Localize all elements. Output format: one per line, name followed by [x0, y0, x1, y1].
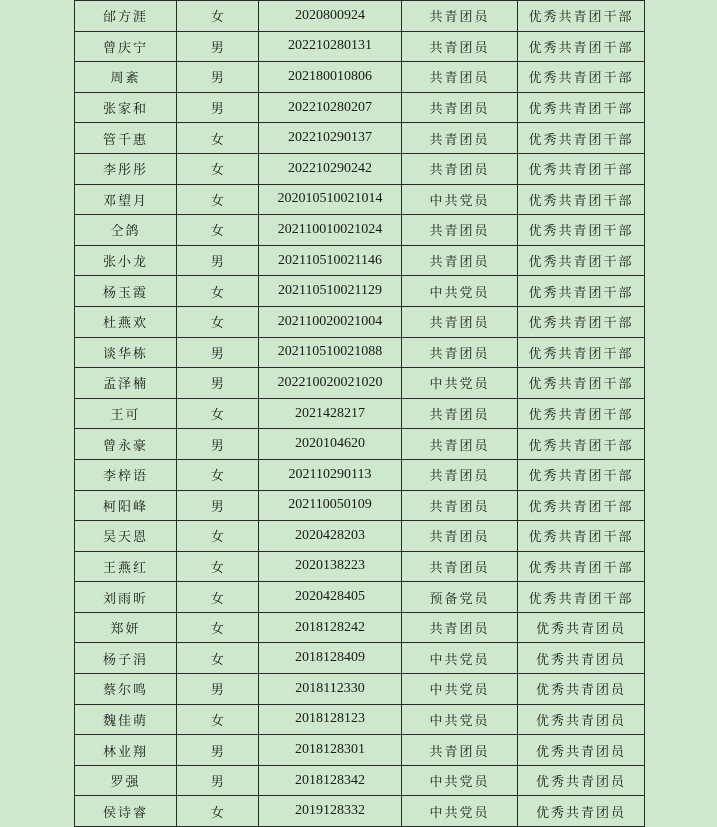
table-row — [75, 368, 645, 399]
cell-political-status: 共青团员 — [402, 337, 518, 368]
cell-gender: 男 — [177, 245, 259, 276]
cell-name: 李彤彤 — [75, 153, 177, 184]
table-row — [75, 796, 645, 827]
cell-gender: 男 — [177, 62, 259, 93]
cell-gender: 女 — [177, 1, 259, 32]
cell-student-id: 2018112330 — [259, 674, 402, 705]
cell-name: 魏佳萌 — [75, 704, 177, 735]
cell-name: 张小龙 — [75, 245, 177, 276]
cell-gender: 女 — [177, 398, 259, 429]
cell-student-id: 202110050109 — [259, 490, 402, 521]
cell-gender: 女 — [177, 582, 259, 613]
table-row — [75, 398, 645, 429]
cell-name: 管千惠 — [75, 123, 177, 154]
table-row — [75, 765, 645, 796]
cell-political-status: 中共党员 — [402, 643, 518, 674]
cell-gender: 男 — [177, 765, 259, 796]
table-row — [75, 184, 645, 215]
cell-honor-title: 优秀共青团干部 — [518, 276, 645, 307]
cell-name: 杨玉霞 — [75, 276, 177, 307]
cell-political-status: 预备党员 — [402, 582, 518, 613]
cell-name: 林业翔 — [75, 735, 177, 766]
cell-political-status: 共青团员 — [402, 92, 518, 123]
cell-student-id: 2018128123 — [259, 704, 402, 735]
cell-gender: 女 — [177, 643, 259, 674]
cell-student-id: 2020428405 — [259, 582, 402, 613]
table-row — [75, 429, 645, 460]
cell-political-status: 中共党员 — [402, 184, 518, 215]
table-row — [75, 245, 645, 276]
cell-student-id: 202210280131 — [259, 31, 402, 62]
cell-honor-title: 优秀共青团员 — [518, 765, 645, 796]
cell-name: 周紊 — [75, 62, 177, 93]
cell-gender: 男 — [177, 490, 259, 521]
cell-political-status: 共青团员 — [402, 215, 518, 246]
table-row — [75, 306, 645, 337]
table-row — [75, 582, 645, 613]
cell-name: 仝鸽 — [75, 215, 177, 246]
cell-political-status: 共青团员 — [402, 153, 518, 184]
cell-student-id: 2020800924 — [259, 1, 402, 32]
cell-student-id: 202110510021088 — [259, 337, 402, 368]
cell-gender: 男 — [177, 735, 259, 766]
cell-name: 杜燕欢 — [75, 306, 177, 337]
cell-gender: 女 — [177, 123, 259, 154]
cell-honor-title: 优秀共青团干部 — [518, 490, 645, 521]
cell-honor-title: 优秀共青团员 — [518, 643, 645, 674]
cell-student-id: 2018128242 — [259, 612, 402, 643]
cell-student-id: 202110020021004 — [259, 306, 402, 337]
cell-name: 张家和 — [75, 92, 177, 123]
cell-gender: 男 — [177, 429, 259, 460]
cell-political-status: 共青团员 — [402, 1, 518, 32]
cell-student-id: 2021428217 — [259, 398, 402, 429]
cell-honor-title: 优秀共青团员 — [518, 612, 645, 643]
cell-honor-title: 优秀共青团员 — [518, 704, 645, 735]
cell-honor-title: 优秀共青团干部 — [518, 245, 645, 276]
cell-student-id: 202210290137 — [259, 123, 402, 154]
cell-student-id: 2018128342 — [259, 765, 402, 796]
cell-political-status: 共青团员 — [402, 612, 518, 643]
cell-student-id: 202180010806 — [259, 62, 402, 93]
cell-name: 郑妍 — [75, 612, 177, 643]
cell-student-id: 2018128409 — [259, 643, 402, 674]
cell-honor-title: 优秀共青团干部 — [518, 215, 645, 246]
cell-student-id: 202110010021024 — [259, 215, 402, 246]
cell-student-id: 202210020021020 — [259, 368, 402, 399]
cell-honor-title: 优秀共青团员 — [518, 796, 645, 827]
table-row — [75, 643, 645, 674]
cell-gender: 女 — [177, 704, 259, 735]
cell-name: 曾庆宁 — [75, 31, 177, 62]
cell-political-status: 共青团员 — [402, 245, 518, 276]
cell-student-id: 202110290113 — [259, 459, 402, 490]
table-row — [75, 153, 645, 184]
cell-political-status: 共青团员 — [402, 490, 518, 521]
table-row — [75, 337, 645, 368]
cell-political-status: 中共党员 — [402, 368, 518, 399]
cell-political-status: 共青团员 — [402, 306, 518, 337]
cell-gender: 男 — [177, 92, 259, 123]
cell-honor-title: 优秀共青团干部 — [518, 153, 645, 184]
cell-gender: 男 — [177, 337, 259, 368]
cell-student-id: 2020138223 — [259, 551, 402, 582]
cell-honor-title: 优秀共青团干部 — [518, 521, 645, 552]
cell-name: 刘雨昕 — [75, 582, 177, 613]
cell-honor-title: 优秀共青团干部 — [518, 92, 645, 123]
cell-name: 罗强 — [75, 765, 177, 796]
cell-gender: 男 — [177, 368, 259, 399]
cell-political-status: 共青团员 — [402, 429, 518, 460]
table-row — [75, 704, 645, 735]
cell-name: 王可 — [75, 398, 177, 429]
cell-gender: 女 — [177, 184, 259, 215]
cell-honor-title: 优秀共青团干部 — [518, 429, 645, 460]
cell-honor-title: 优秀共青团干部 — [518, 62, 645, 93]
cell-name: 侯诗睿 — [75, 796, 177, 827]
cell-name: 曾永豪 — [75, 429, 177, 460]
cell-political-status: 共青团员 — [402, 551, 518, 582]
cell-honor-title: 优秀共青团员 — [518, 674, 645, 705]
cell-honor-title: 优秀共青团干部 — [518, 368, 645, 399]
cell-student-id: 202010510021014 — [259, 184, 402, 215]
cell-gender: 女 — [177, 551, 259, 582]
cell-political-status: 共青团员 — [402, 735, 518, 766]
cell-political-status: 共青团员 — [402, 521, 518, 552]
cell-gender: 女 — [177, 276, 259, 307]
table-row — [75, 215, 645, 246]
table-row — [75, 92, 645, 123]
cell-honor-title: 优秀共青团干部 — [518, 398, 645, 429]
cell-political-status: 中共党员 — [402, 674, 518, 705]
cell-name: 谈华栋 — [75, 337, 177, 368]
cell-honor-title: 优秀共青团干部 — [518, 551, 645, 582]
cell-name: 李梓语 — [75, 459, 177, 490]
cell-honor-title: 优秀共青团干部 — [518, 184, 645, 215]
cell-name: 王燕红 — [75, 551, 177, 582]
cell-political-status: 共青团员 — [402, 459, 518, 490]
table-row — [75, 551, 645, 582]
table-row — [75, 490, 645, 521]
cell-honor-title: 优秀共青团员 — [518, 735, 645, 766]
cell-honor-title: 优秀共青团干部 — [518, 1, 645, 32]
cell-gender: 女 — [177, 612, 259, 643]
cell-student-id: 2019128332 — [259, 796, 402, 827]
table-row — [75, 735, 645, 766]
cell-honor-title: 优秀共青团干部 — [518, 582, 645, 613]
cell-political-status: 共青团员 — [402, 62, 518, 93]
table-row — [75, 276, 645, 307]
cell-name: 蔡尔鸣 — [75, 674, 177, 705]
cell-honor-title: 优秀共青团干部 — [518, 123, 645, 154]
cell-student-id: 2020104620 — [259, 429, 402, 460]
cell-name: 孟泽楠 — [75, 368, 177, 399]
cell-gender: 女 — [177, 796, 259, 827]
table-row — [75, 123, 645, 154]
cell-political-status: 共青团员 — [402, 123, 518, 154]
cell-honor-title: 优秀共青团干部 — [518, 306, 645, 337]
table-row — [75, 521, 645, 552]
cell-gender: 女 — [177, 215, 259, 246]
cell-political-status: 共青团员 — [402, 31, 518, 62]
table-row — [75, 674, 645, 705]
cell-political-status: 中共党员 — [402, 765, 518, 796]
cell-student-id: 202210280207 — [259, 92, 402, 123]
table-row — [75, 31, 645, 62]
cell-political-status: 共青团员 — [402, 398, 518, 429]
cell-gender: 女 — [177, 153, 259, 184]
cell-student-id: 202110510021146 — [259, 245, 402, 276]
cell-student-id: 202210290242 — [259, 153, 402, 184]
cell-student-id: 2020428203 — [259, 521, 402, 552]
table-row — [75, 459, 645, 490]
honor-roster-table — [74, 0, 645, 827]
table-body — [75, 1, 645, 827]
cell-name: 柯阳峰 — [75, 490, 177, 521]
cell-political-status: 中共党员 — [402, 704, 518, 735]
table-row — [75, 612, 645, 643]
cell-gender: 男 — [177, 31, 259, 62]
cell-honor-title: 优秀共青团干部 — [518, 31, 645, 62]
cell-name: 杨子涓 — [75, 643, 177, 674]
cell-student-id: 202110510021129 — [259, 276, 402, 307]
cell-name: 吴天恩 — [75, 521, 177, 552]
cell-gender: 男 — [177, 674, 259, 705]
cell-honor-title: 优秀共青团干部 — [518, 459, 645, 490]
cell-gender: 女 — [177, 306, 259, 337]
cell-gender: 女 — [177, 459, 259, 490]
cell-name: 邓望月 — [75, 184, 177, 215]
cell-honor-title: 优秀共青团干部 — [518, 337, 645, 368]
table-row — [75, 1, 645, 32]
table-row — [75, 62, 645, 93]
honor-roster-sheet — [74, 0, 644, 827]
cell-student-id: 2018128301 — [259, 735, 402, 766]
cell-political-status: 中共党员 — [402, 276, 518, 307]
cell-political-status: 中共党员 — [402, 796, 518, 827]
cell-gender: 女 — [177, 521, 259, 552]
cell-name: 邰方涯 — [75, 1, 177, 32]
